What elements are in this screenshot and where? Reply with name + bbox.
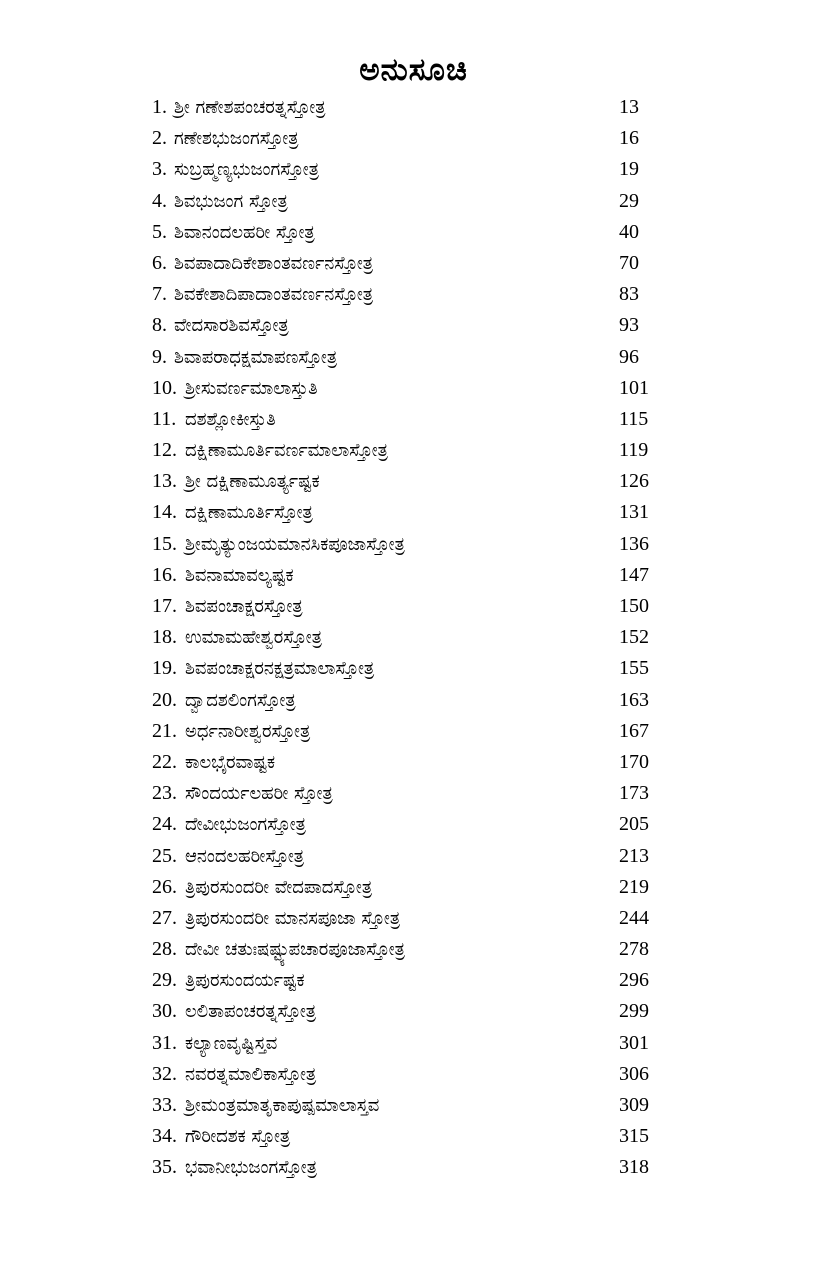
toc-entry-title: ಶಿವಪಂಚಾಕ್ಷರಸ್ತೋತ್ರ bbox=[185, 596, 303, 617]
toc-entry-title: ಶ್ರೀ ದಕ್ಷಿಣಾಮೂರ್ತ್ಯಷ್ಟಕ bbox=[185, 471, 320, 493]
toc-entry-number: 10. bbox=[152, 376, 177, 399]
toc-entry bbox=[152, 841, 672, 872]
toc-entry-page-number: 213 bbox=[619, 844, 649, 867]
toc-entry-page-number: 150 bbox=[619, 595, 649, 617]
toc-entry-number: 21. bbox=[152, 719, 177, 742]
toc-entry bbox=[152, 934, 672, 965]
toc-entry bbox=[152, 373, 672, 404]
toc-entry bbox=[152, 1028, 672, 1059]
toc-entry bbox=[152, 435, 672, 466]
toc-entry-page-number: 299 bbox=[619, 1000, 649, 1023]
toc-entry bbox=[152, 560, 672, 591]
toc-entry bbox=[152, 279, 672, 310]
toc-entry bbox=[152, 1090, 672, 1121]
toc-entry-number: 6. bbox=[152, 251, 167, 274]
toc-entry-number: 29. bbox=[152, 969, 177, 992]
toc-entry-number: 3. bbox=[152, 158, 167, 181]
toc-entry-page-number: 155 bbox=[619, 657, 649, 680]
toc-entry bbox=[152, 1059, 672, 1090]
toc-entry bbox=[152, 92, 672, 123]
toc-entry-number: 5. bbox=[152, 220, 167, 243]
toc-entry-title: ಶಿವಪಂಚಾಕ್ಷರನಕ್ಷತ್ರಮಾಲಾಸ್ತೋತ್ರ bbox=[185, 658, 375, 680]
toc-entry-number: 18. bbox=[152, 626, 177, 649]
toc-entry-page-number: 296 bbox=[619, 969, 649, 992]
toc-entry-number: 19. bbox=[152, 657, 177, 680]
toc-entry-title: ಅರ್ಧನಾರೀಶ್ವರಸ್ತೋತ್ರ bbox=[185, 720, 311, 742]
toc-entry bbox=[152, 1152, 672, 1183]
toc-entry-page-number: 115 bbox=[619, 407, 649, 430]
toc-entry-number: 26. bbox=[152, 875, 177, 898]
toc-entry-number: 28. bbox=[152, 938, 177, 961]
toc-entry-number: 35. bbox=[152, 1156, 177, 1179]
toc-entry bbox=[152, 186, 672, 217]
toc-entry-title: ಆನಂದಲಹರೀಸ್ತೋತ್ರ bbox=[185, 845, 305, 867]
toc-entry-title: ಉಮಾಮಹೇಶ್ವರಸ್ತೋತ್ರ bbox=[185, 627, 323, 649]
toc-entry-title: ಶ್ರೀಮಂತ್ರಮಾತೃಕಾಪುಷ್ಪಮಾಲಾಸ್ತವ bbox=[185, 1095, 380, 1116]
toc-entry-title: ಲಲಿತಾಪಂಚರತ್ನಸ್ತೋತ್ರ bbox=[185, 1001, 317, 1023]
toc-entry-page-number: 131 bbox=[619, 501, 649, 524]
table-of-contents bbox=[152, 92, 672, 1184]
toc-entry-number: 33. bbox=[152, 1094, 177, 1116]
toc-entry-title: ಶ್ರೀ ಗಣೇಶಪಂಚರತ್ನಸ್ತೋತ್ರ bbox=[174, 97, 326, 118]
toc-entry-number: 34. bbox=[152, 1125, 177, 1148]
toc-entry bbox=[152, 466, 672, 497]
toc-entry-page-number: 315 bbox=[619, 1125, 649, 1148]
toc-entry-number: 15. bbox=[152, 532, 177, 555]
toc-entry-number: 16. bbox=[152, 563, 177, 586]
toc-entry-title: ಸುಬ್ರಹ್ಮಣ್ಯಭುಜಂಗಸ್ತೋತ್ರ bbox=[174, 159, 320, 181]
toc-entry bbox=[152, 404, 672, 435]
toc-entry-title: ಶ್ರೀಸುವರ್ಣಮಾಲಾಸ್ತುತಿ bbox=[185, 377, 318, 399]
toc-entry-number: 17. bbox=[152, 595, 177, 617]
toc-entry bbox=[152, 685, 672, 716]
toc-entry bbox=[152, 716, 672, 747]
toc-entry-title: ದ್ವಾದಶಲಿಂಗಸ್ತೋತ್ರ bbox=[185, 689, 296, 711]
toc-entry bbox=[152, 310, 672, 341]
toc-entry bbox=[152, 996, 672, 1027]
toc-entry bbox=[152, 622, 672, 653]
toc-entry-number: 31. bbox=[152, 1031, 177, 1054]
toc-entry-page-number: 147 bbox=[619, 563, 649, 586]
toc-entry-page-number: 40 bbox=[619, 220, 639, 243]
toc-entry-number: 4. bbox=[152, 189, 167, 212]
toc-entry-number: 11. bbox=[152, 407, 177, 430]
toc-entry-page-number: 163 bbox=[619, 688, 649, 711]
toc-entry-page-number: 244 bbox=[619, 906, 649, 929]
toc-entry-title: ವೇದಸಾರಶಿವಸ್ತೋತ್ರ bbox=[174, 315, 289, 337]
toc-entry-page-number: 93 bbox=[619, 314, 639, 337]
toc-entry bbox=[152, 872, 672, 903]
toc-entry-title: ನವರತ್ನಮಾಲಿಕಾಸ್ತೋತ್ರ bbox=[185, 1063, 317, 1085]
toc-entry-number: 2. bbox=[152, 127, 167, 150]
toc-entry bbox=[152, 154, 672, 185]
toc-entry-title: ಕಾಲಭೈರವಾಷ್ಟಕ bbox=[185, 751, 276, 773]
toc-entry-number: 1. bbox=[152, 96, 167, 118]
toc-entry-title: ಗಣೇಶಭುಜಂಗಸ್ತೋತ್ರ bbox=[174, 128, 299, 150]
toc-entry-title: ದಕ್ಷಿಣಾಮೂರ್ತಿಸ್ತೋತ್ರ bbox=[185, 502, 313, 524]
toc-entry-page-number: 19 bbox=[619, 158, 639, 181]
toc-entry-number: 30. bbox=[152, 1000, 177, 1023]
toc-entry-page-number: 70 bbox=[619, 251, 639, 274]
toc-entry-title: ಶಿವನಾಮಾವಲ್ಯಷ್ಟಕ bbox=[185, 564, 294, 586]
toc-entry-page-number: 170 bbox=[619, 750, 649, 773]
toc-entry-page-number: 16 bbox=[619, 127, 639, 150]
toc-entry-page-number: 219 bbox=[619, 875, 649, 898]
toc-entry-title: ತ್ರಿಪುರಸುಂದರೀ ಮಾನಸಪೂಜಾ ಸ್ತೋತ್ರ bbox=[185, 907, 401, 929]
toc-entry-number: 24. bbox=[152, 813, 177, 836]
toc-entry-number: 22. bbox=[152, 750, 177, 773]
toc-entry bbox=[152, 778, 672, 809]
toc-entry-number: 7. bbox=[152, 283, 167, 306]
toc-entry-page-number: 306 bbox=[619, 1062, 649, 1085]
toc-entry bbox=[152, 217, 672, 248]
toc-entry bbox=[152, 903, 672, 934]
toc-entry-page-number: 126 bbox=[619, 470, 649, 493]
toc-entry-page-number: 318 bbox=[619, 1156, 649, 1179]
toc-entry-page-number: 29 bbox=[619, 189, 639, 212]
toc-entry-number: 27. bbox=[152, 906, 177, 929]
toc-entry-title: ಭವಾನೀಭುಜಂಗಸ್ತೋತ್ರ bbox=[185, 1157, 317, 1179]
page-title: ಅನುಸೂಚಿ bbox=[359, 52, 468, 88]
toc-entry-number: 14. bbox=[152, 501, 177, 524]
toc-entry-page-number: 278 bbox=[619, 938, 649, 961]
toc-entry bbox=[152, 123, 672, 154]
toc-entry bbox=[152, 965, 672, 996]
toc-entry-title: ಶಿವಾನಂದಲಹರೀ ಸ್ತೋತ್ರ bbox=[174, 221, 315, 243]
toc-entry bbox=[152, 591, 672, 622]
toc-entry-number: 23. bbox=[152, 782, 177, 805]
toc-entry-page-number: 152 bbox=[619, 626, 649, 649]
toc-entry bbox=[152, 1121, 672, 1152]
toc-entry bbox=[152, 529, 672, 560]
toc-entry-page-number: 119 bbox=[619, 439, 649, 462]
toc-entry bbox=[152, 248, 672, 279]
toc-entry-number: 12. bbox=[152, 439, 177, 462]
toc-entry-page-number: 205 bbox=[619, 813, 649, 836]
toc-entry-page-number: 301 bbox=[619, 1031, 649, 1054]
toc-entry-title: ತ್ರಿಪುರಸುಂದರ್ಯಷ್ಟಕ bbox=[185, 970, 305, 992]
toc-entry-title: ತ್ರಿಪುರಸುಂದರೀ ವೇದಪಾದಸ್ತೋತ್ರ bbox=[185, 876, 373, 898]
toc-entry-number: 13. bbox=[152, 470, 177, 493]
toc-entry-title: ಸೌಂದರ್ಯಲಹರೀ ಸ್ತೋತ್ರ bbox=[185, 783, 333, 805]
toc-entry-page-number: 83 bbox=[619, 283, 639, 306]
toc-entry-title: ಶ್ರೀಮೃತ್ಯುಂಜಯಮಾನಸಿಕಪೂಜಾಸ್ತೋತ್ರ bbox=[185, 533, 405, 555]
toc-entry-page-number: 136 bbox=[619, 532, 649, 555]
toc-entry-title: ಶಿವಾಪರಾಧಕ್ಷಮಾಪಣಸ್ತೋತ್ರ bbox=[174, 346, 338, 368]
toc-entry-title: ಕಲ್ಯಾಣವೃಷ್ಟಿಸ್ತವ bbox=[185, 1032, 278, 1054]
toc-entry-title: ಶಿವಭುಜಂಗ ಸ್ತೋತ್ರ bbox=[174, 190, 288, 212]
toc-entry-number: 20. bbox=[152, 688, 177, 711]
toc-entry-page-number: 96 bbox=[619, 345, 639, 368]
toc-entry-page-number: 13 bbox=[619, 96, 639, 118]
toc-entry bbox=[152, 342, 672, 373]
toc-entry-title: ದೇವೀ ಚತುಃಷಷ್ಟ್ಯುಪಚಾರಪೂಜಾಸ್ತೋತ್ರ bbox=[185, 939, 405, 961]
toc-entry-title: ಶಿವಪಾದಾದಿಕೇಶಾಂತವರ್ಣನಸ್ತೋತ್ರ bbox=[174, 252, 374, 274]
toc-entry-number: 8. bbox=[152, 314, 167, 337]
toc-entry bbox=[152, 653, 672, 684]
toc-entry-number: 9. bbox=[152, 345, 167, 368]
toc-entry-page-number: 101 bbox=[619, 376, 649, 399]
toc-entry-title: ಶಿವಕೇಶಾದಿಪಾದಾಂತವರ್ಣನಸ್ತೋತ್ರ bbox=[174, 284, 374, 306]
toc-entry-number: 32. bbox=[152, 1062, 177, 1085]
toc-entry bbox=[152, 809, 672, 840]
toc-entry-title: ದಶಶ್ಲೋಕೀಸ್ತುತಿ bbox=[185, 408, 276, 430]
toc-entry-page-number: 309 bbox=[619, 1094, 649, 1116]
toc-entry-title: ದಕ್ಷಿಣಾಮೂರ್ತಿವರ್ಣಮಾಲಾಸ್ತೋತ್ರ bbox=[185, 440, 388, 462]
toc-entry bbox=[152, 497, 672, 528]
toc-entry-title: ದೇವೀಭುಜಂಗಸ್ತೋತ್ರ bbox=[185, 814, 306, 836]
toc-entry bbox=[152, 747, 672, 778]
toc-entry-page-number: 167 bbox=[619, 719, 649, 742]
toc-entry-title: ಗೌರೀದಶಕ ಸ್ತೋತ್ರ bbox=[185, 1126, 291, 1148]
toc-entry-number: 25. bbox=[152, 844, 177, 867]
toc-entry-page-number: 173 bbox=[619, 782, 649, 805]
